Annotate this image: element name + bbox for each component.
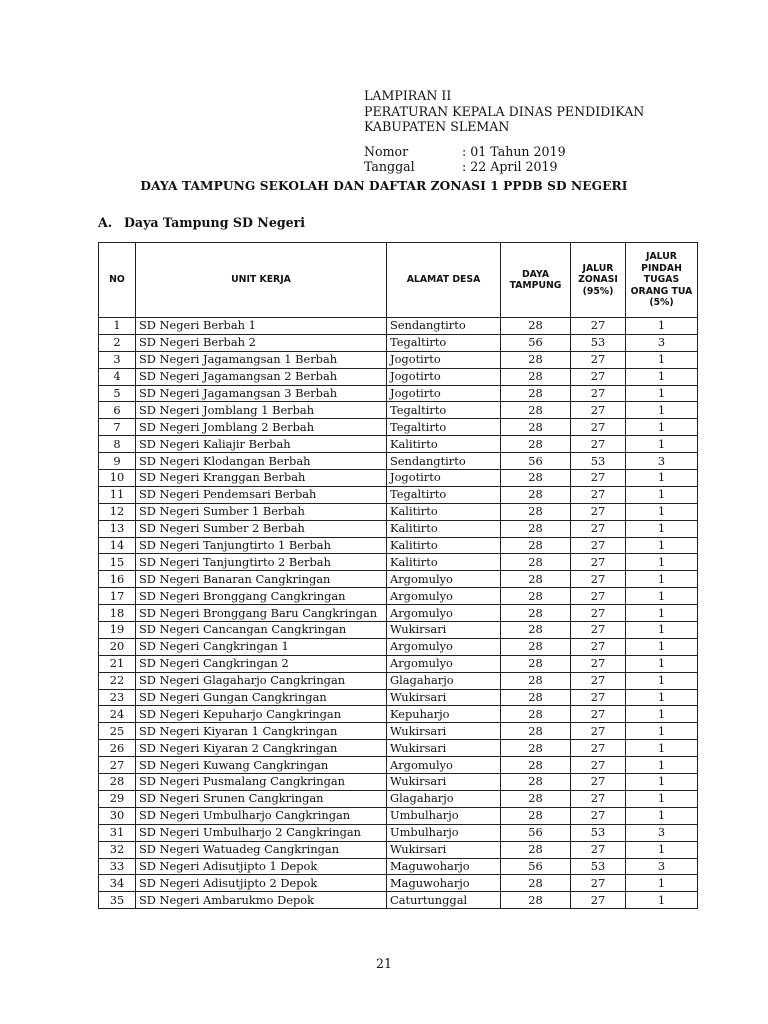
cell-unit: SD Negeri Sumber 1 Berbah bbox=[136, 503, 387, 520]
cell-move: 1 bbox=[626, 571, 698, 588]
document-title: DAYA TAMPUNG SEKOLAH DAN DAFTAR ZONASI 1 PPDB SD NEGERI bbox=[140, 179, 628, 193]
cell-unit: SD Negeri Berbah 2 bbox=[136, 334, 387, 351]
cell-village: Tegaltirto bbox=[387, 334, 501, 351]
capacity-table bbox=[98, 242, 698, 909]
cell-move: 1 bbox=[626, 486, 698, 503]
date-label: Tanggal bbox=[364, 159, 415, 174]
cell-move: 3 bbox=[626, 858, 698, 875]
cell-move: 1 bbox=[626, 807, 698, 824]
cell-zone: 27 bbox=[571, 655, 626, 672]
cell-capacity: 28 bbox=[501, 672, 571, 689]
cell-zone: 27 bbox=[571, 605, 626, 622]
cell-capacity: 28 bbox=[501, 503, 571, 520]
cell-capacity: 28 bbox=[501, 875, 571, 892]
table-row bbox=[99, 571, 698, 588]
table-row bbox=[99, 892, 698, 909]
cell-zone: 27 bbox=[571, 588, 626, 605]
cell-move: 1 bbox=[626, 655, 698, 672]
cell-village: Tegaltirto bbox=[387, 419, 501, 436]
cell-unit: SD Negeri Jagamangsan 2 Berbah bbox=[136, 368, 387, 385]
cell-no: 33 bbox=[99, 858, 136, 875]
cell-move: 1 bbox=[626, 841, 698, 858]
cell-capacity: 28 bbox=[501, 605, 571, 622]
page-number: 21 bbox=[375, 956, 393, 971]
cell-capacity: 28 bbox=[501, 318, 571, 335]
cell-unit: SD Negeri Glagaharjo Cangkringan bbox=[136, 672, 387, 689]
cell-village: Kalitirto bbox=[387, 503, 501, 520]
cell-capacity: 28 bbox=[501, 774, 571, 791]
cell-capacity: 28 bbox=[501, 655, 571, 672]
table-row bbox=[99, 841, 698, 858]
cell-village: Maguwoharjo bbox=[387, 858, 501, 875]
cell-unit: SD Negeri Adisutjipto 1 Depok bbox=[136, 858, 387, 875]
cell-village: Tegaltirto bbox=[387, 486, 501, 503]
cell-zone: 27 bbox=[571, 537, 626, 554]
cell-zone: 27 bbox=[571, 841, 626, 858]
section-title: Daya Tampung SD Negeri bbox=[124, 215, 306, 230]
cell-zone: 27 bbox=[571, 503, 626, 520]
table-row bbox=[99, 503, 698, 520]
cell-zone: 27 bbox=[571, 368, 626, 385]
cell-move: 3 bbox=[626, 334, 698, 351]
cell-village: Wukirsari bbox=[387, 740, 501, 757]
cell-unit: SD Negeri Ambarukmo Depok bbox=[136, 892, 387, 909]
number-label: Nomor bbox=[364, 143, 409, 159]
cell-village: Sendangtirto bbox=[387, 453, 501, 470]
cell-capacity: 28 bbox=[501, 723, 571, 740]
cell-capacity: 28 bbox=[501, 419, 571, 436]
cell-unit: SD Negeri Srunen Cangkringan bbox=[136, 790, 387, 807]
cell-no: 23 bbox=[99, 689, 136, 706]
cell-unit: SD Negeri Kiyaran 2 Cangkringan bbox=[136, 740, 387, 757]
table-row bbox=[99, 807, 698, 824]
table-row bbox=[99, 351, 698, 368]
cell-zone: 53 bbox=[571, 334, 626, 351]
cell-no: 27 bbox=[99, 757, 136, 774]
cell-move: 1 bbox=[626, 605, 698, 622]
cell-no: 21 bbox=[99, 655, 136, 672]
cell-move: 1 bbox=[626, 740, 698, 757]
table-row bbox=[99, 790, 698, 807]
cell-unit: SD Negeri Pendemsari Berbah bbox=[136, 486, 387, 503]
cell-no: 17 bbox=[99, 588, 136, 605]
cell-move: 3 bbox=[626, 824, 698, 841]
table-row bbox=[99, 706, 698, 723]
cell-move: 1 bbox=[626, 892, 698, 909]
cell-capacity: 28 bbox=[501, 351, 571, 368]
cell-zone: 27 bbox=[571, 807, 626, 824]
cell-move: 1 bbox=[626, 470, 698, 487]
cell-zone: 27 bbox=[571, 318, 626, 335]
table-row bbox=[99, 520, 698, 537]
cell-move: 1 bbox=[626, 638, 698, 655]
cell-capacity: 28 bbox=[501, 368, 571, 385]
cell-no: 29 bbox=[99, 790, 136, 807]
cell-zone: 27 bbox=[571, 385, 626, 402]
cell-capacity: 28 bbox=[501, 486, 571, 503]
table-row bbox=[99, 605, 698, 622]
regulation-title: PERATURAN KEPALA DINAS PENDIDIKAN bbox=[364, 103, 645, 119]
cell-village: Kalitirto bbox=[387, 436, 501, 453]
cell-capacity: 28 bbox=[501, 554, 571, 571]
cell-capacity: 28 bbox=[501, 706, 571, 723]
cell-village: Kalitirto bbox=[387, 537, 501, 554]
cell-no: 10 bbox=[99, 470, 136, 487]
cell-village: Sendangtirto bbox=[387, 318, 501, 335]
table-row bbox=[99, 655, 698, 672]
cell-no: 12 bbox=[99, 503, 136, 520]
cell-capacity: 28 bbox=[501, 385, 571, 402]
cell-village: Jogotirto bbox=[387, 470, 501, 487]
cell-village: Jogotirto bbox=[387, 385, 501, 402]
cell-unit: SD Negeri Pusmalang Cangkringan bbox=[136, 774, 387, 791]
cell-village: Maguwoharjo bbox=[387, 875, 501, 892]
cell-unit: SD Negeri Klodangan Berbah bbox=[136, 453, 387, 470]
cell-move: 1 bbox=[626, 774, 698, 791]
cell-move: 1 bbox=[626, 503, 698, 520]
cell-zone: 27 bbox=[571, 723, 626, 740]
cell-capacity: 28 bbox=[501, 571, 571, 588]
cell-no: 9 bbox=[99, 453, 136, 470]
cell-zone: 27 bbox=[571, 892, 626, 909]
cell-village: Argomulyo bbox=[387, 655, 501, 672]
table-row bbox=[99, 318, 698, 335]
number-value: : 01 Tahun 2019 bbox=[462, 143, 566, 159]
cell-capacity: 28 bbox=[501, 470, 571, 487]
cell-unit: SD Negeri Jagamangsan 3 Berbah bbox=[136, 385, 387, 402]
cell-capacity: 28 bbox=[501, 740, 571, 757]
cell-no: 20 bbox=[99, 638, 136, 655]
cell-move: 1 bbox=[626, 588, 698, 605]
table-row bbox=[99, 689, 698, 706]
cell-capacity: 28 bbox=[501, 436, 571, 453]
number-row bbox=[364, 144, 644, 160]
cell-no: 18 bbox=[99, 605, 136, 622]
section-heading bbox=[98, 215, 305, 230]
table-row bbox=[99, 875, 698, 892]
cell-village: Caturtunggal bbox=[387, 892, 501, 909]
cell-unit: SD Negeri Bronggang Baru Cangkringan bbox=[136, 605, 387, 622]
cell-zone: 27 bbox=[571, 351, 626, 368]
cell-village: Jogotirto bbox=[387, 368, 501, 385]
table-row bbox=[99, 537, 698, 554]
cell-unit: SD Negeri Jagamangsan 1 Berbah bbox=[136, 351, 387, 368]
cell-unit: SD Negeri Kranggan Berbah bbox=[136, 470, 387, 487]
cell-move: 1 bbox=[626, 706, 698, 723]
cell-no: 19 bbox=[99, 622, 136, 639]
cell-capacity: 28 bbox=[501, 757, 571, 774]
appendix-label: LAMPIRAN II bbox=[364, 88, 452, 103]
cell-move: 1 bbox=[626, 368, 698, 385]
cell-capacity: 56 bbox=[501, 453, 571, 470]
cell-no: 8 bbox=[99, 436, 136, 453]
cell-zone: 27 bbox=[571, 554, 626, 571]
cell-move: 1 bbox=[626, 419, 698, 436]
cell-unit: SD Negeri Cangkringan 2 bbox=[136, 655, 387, 672]
cell-no: 15 bbox=[99, 554, 136, 571]
cell-no: 6 bbox=[99, 402, 136, 419]
column-header-capacity: DAYA TAMPUNG bbox=[501, 243, 571, 318]
cell-capacity: 28 bbox=[501, 841, 571, 858]
cell-zone: 27 bbox=[571, 622, 626, 639]
cell-village: Kepuharjo bbox=[387, 706, 501, 723]
cell-move: 1 bbox=[626, 537, 698, 554]
cell-no: 22 bbox=[99, 672, 136, 689]
table-row bbox=[99, 402, 698, 419]
cell-village: Jogotirto bbox=[387, 351, 501, 368]
cell-no: 3 bbox=[99, 351, 136, 368]
cell-zone: 27 bbox=[571, 402, 626, 419]
table-row bbox=[99, 436, 698, 453]
cell-zone: 53 bbox=[571, 858, 626, 875]
table-header-row bbox=[99, 243, 698, 318]
cell-zone: 27 bbox=[571, 689, 626, 706]
cell-capacity: 28 bbox=[501, 622, 571, 639]
cell-village: Argomulyo bbox=[387, 605, 501, 622]
table-row bbox=[99, 368, 698, 385]
cell-no: 28 bbox=[99, 774, 136, 791]
cell-village: Glagaharjo bbox=[387, 672, 501, 689]
cell-move: 1 bbox=[626, 689, 698, 706]
cell-zone: 27 bbox=[571, 470, 626, 487]
cell-no: 11 bbox=[99, 486, 136, 503]
table-row bbox=[99, 385, 698, 402]
table-row bbox=[99, 757, 698, 774]
cell-move: 1 bbox=[626, 875, 698, 892]
cell-no: 24 bbox=[99, 706, 136, 723]
cell-village: Wukirsari bbox=[387, 689, 501, 706]
table-body bbox=[99, 318, 698, 909]
cell-no: 26 bbox=[99, 740, 136, 757]
table-row bbox=[99, 470, 698, 487]
cell-village: Argomulyo bbox=[387, 588, 501, 605]
cell-village: Wukirsari bbox=[387, 622, 501, 639]
cell-unit: SD Negeri Adisutjipto 2 Depok bbox=[136, 875, 387, 892]
cell-zone: 53 bbox=[571, 453, 626, 470]
cell-unit: SD Negeri Kiyaran 1 Cangkringan bbox=[136, 723, 387, 740]
cell-capacity: 56 bbox=[501, 824, 571, 841]
cell-unit: SD Negeri Tanjungtirto 2 Berbah bbox=[136, 554, 387, 571]
cell-capacity: 28 bbox=[501, 689, 571, 706]
cell-move: 3 bbox=[626, 453, 698, 470]
table-row bbox=[99, 334, 698, 351]
cell-unit: SD Negeri Tanjungtirto 1 Berbah bbox=[136, 537, 387, 554]
cell-unit: SD Negeri Kaliajir Berbah bbox=[136, 436, 387, 453]
cell-unit: SD Negeri Jomblang 2 Berbah bbox=[136, 419, 387, 436]
cell-no: 30 bbox=[99, 807, 136, 824]
cell-unit: SD Negeri Berbah 1 bbox=[136, 318, 387, 335]
cell-zone: 53 bbox=[571, 824, 626, 841]
cell-no: 7 bbox=[99, 419, 136, 436]
table-row bbox=[99, 824, 698, 841]
cell-village: Glagaharjo bbox=[387, 790, 501, 807]
cell-zone: 27 bbox=[571, 757, 626, 774]
cell-village: Umbulharjo bbox=[387, 807, 501, 824]
date-value: : 22 April 2019 bbox=[462, 159, 558, 174]
cell-village: Argomulyo bbox=[387, 571, 501, 588]
cell-no: 16 bbox=[99, 571, 136, 588]
cell-no: 2 bbox=[99, 334, 136, 351]
cell-move: 1 bbox=[626, 318, 698, 335]
cell-move: 1 bbox=[626, 757, 698, 774]
cell-move: 1 bbox=[626, 385, 698, 402]
cell-no: 25 bbox=[99, 723, 136, 740]
table-row bbox=[99, 740, 698, 757]
table-row bbox=[99, 486, 698, 503]
cell-capacity: 28 bbox=[501, 588, 571, 605]
cell-zone: 27 bbox=[571, 520, 626, 537]
cell-zone: 27 bbox=[571, 638, 626, 655]
cell-capacity: 28 bbox=[501, 402, 571, 419]
column-header-village: ALAMAT DESA bbox=[387, 243, 501, 318]
cell-unit: SD Negeri Watuadeg Cangkringan bbox=[136, 841, 387, 858]
cell-village: Argomulyo bbox=[387, 638, 501, 655]
cell-unit: SD Negeri Cancangan Cangkringan bbox=[136, 622, 387, 639]
section-letter: A. bbox=[98, 215, 113, 230]
cell-capacity: 28 bbox=[501, 790, 571, 807]
regency-name: KABUPATEN SLEMAN bbox=[364, 119, 510, 134]
table-row bbox=[99, 554, 698, 571]
cell-move: 1 bbox=[626, 723, 698, 740]
cell-village: Wukirsari bbox=[387, 774, 501, 791]
cell-no: 31 bbox=[99, 824, 136, 841]
cell-move: 1 bbox=[626, 436, 698, 453]
cell-capacity: 28 bbox=[501, 807, 571, 824]
cell-zone: 27 bbox=[571, 571, 626, 588]
table-row bbox=[99, 774, 698, 791]
table-row bbox=[99, 453, 698, 470]
cell-unit: SD Negeri Kepuharjo Cangkringan bbox=[136, 706, 387, 723]
cell-no: 14 bbox=[99, 537, 136, 554]
cell-village: Wukirsari bbox=[387, 841, 501, 858]
cell-village: Kalitirto bbox=[387, 554, 501, 571]
cell-village: Argomulyo bbox=[387, 757, 501, 774]
cell-move: 1 bbox=[626, 790, 698, 807]
cell-unit: SD Negeri Banaran Cangkringan bbox=[136, 571, 387, 588]
cell-unit: SD Negeri Kuwang Cangkringan bbox=[136, 757, 387, 774]
cell-capacity: 56 bbox=[501, 858, 571, 875]
cell-zone: 27 bbox=[571, 875, 626, 892]
cell-zone: 27 bbox=[571, 706, 626, 723]
cell-capacity: 28 bbox=[501, 537, 571, 554]
cell-zone: 27 bbox=[571, 486, 626, 503]
cell-unit: SD Negeri Gungan Cangkringan bbox=[136, 689, 387, 706]
cell-zone: 27 bbox=[571, 672, 626, 689]
cell-capacity: 28 bbox=[501, 892, 571, 909]
cell-no: 1 bbox=[99, 318, 136, 335]
cell-unit: SD Negeri Umbulharjo Cangkringan bbox=[136, 807, 387, 824]
cell-move: 1 bbox=[626, 554, 698, 571]
table-row bbox=[99, 723, 698, 740]
table-row bbox=[99, 588, 698, 605]
table-row bbox=[99, 622, 698, 639]
cell-move: 1 bbox=[626, 520, 698, 537]
cell-no: 13 bbox=[99, 520, 136, 537]
cell-village: Kalitirto bbox=[387, 520, 501, 537]
cell-move: 1 bbox=[626, 672, 698, 689]
column-header-zone: JALUR ZONASI (95%) bbox=[571, 243, 626, 318]
cell-no: 34 bbox=[99, 875, 136, 892]
date-row bbox=[364, 159, 644, 175]
column-header-no: NO bbox=[99, 243, 136, 318]
cell-capacity: 56 bbox=[501, 334, 571, 351]
cell-zone: 27 bbox=[571, 740, 626, 757]
letterhead bbox=[364, 88, 644, 175]
cell-no: 35 bbox=[99, 892, 136, 909]
cell-unit: SD Negeri Bronggang Cangkringan bbox=[136, 588, 387, 605]
cell-unit: SD Negeri Jomblang 1 Berbah bbox=[136, 402, 387, 419]
cell-capacity: 28 bbox=[501, 520, 571, 537]
cell-capacity: 28 bbox=[501, 638, 571, 655]
cell-unit: SD Negeri Umbulharjo 2 Cangkringan bbox=[136, 824, 387, 841]
cell-zone: 27 bbox=[571, 774, 626, 791]
column-header-unit: UNIT KERJA bbox=[136, 243, 387, 318]
cell-no: 4 bbox=[99, 368, 136, 385]
cell-zone: 27 bbox=[571, 436, 626, 453]
cell-move: 1 bbox=[626, 402, 698, 419]
cell-unit: SD Negeri Sumber 2 Berbah bbox=[136, 520, 387, 537]
cell-unit: SD Negeri Cangkringan 1 bbox=[136, 638, 387, 655]
cell-move: 1 bbox=[626, 351, 698, 368]
table-row bbox=[99, 638, 698, 655]
cell-village: Umbulharjo bbox=[387, 824, 501, 841]
table-row bbox=[99, 858, 698, 875]
cell-village: Tegaltirto bbox=[387, 402, 501, 419]
cell-no: 32 bbox=[99, 841, 136, 858]
cell-move: 1 bbox=[626, 622, 698, 639]
cell-village: Wukirsari bbox=[387, 723, 501, 740]
table-row bbox=[99, 419, 698, 436]
cell-no: 5 bbox=[99, 385, 136, 402]
cell-zone: 27 bbox=[571, 790, 626, 807]
cell-zone: 27 bbox=[571, 419, 626, 436]
table-row bbox=[99, 672, 698, 689]
column-header-move: JALUR PINDAH TUGAS ORANG TUA (5%) bbox=[626, 243, 698, 318]
